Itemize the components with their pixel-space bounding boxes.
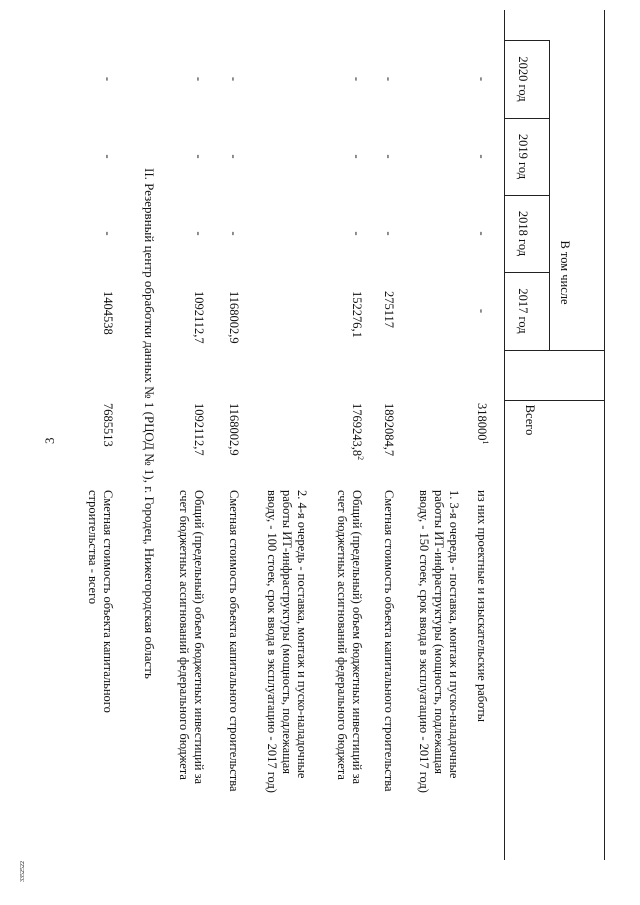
row-9-total: 7685513 (101, 403, 115, 447)
row-6-label: Сметная стоимость объекта капитального строительства (227, 490, 241, 792)
row-7-label-line-1: Общий (предельный) объем бюджетных инвестиций за (192, 490, 206, 785)
page-number: 3 (42, 437, 57, 444)
row-6-2018: - (227, 231, 241, 236)
row-7-2019: - (192, 154, 206, 159)
header-year-2020: 2020 год (516, 56, 530, 102)
row-1-label: из них проектные и изыскательские работы (475, 490, 489, 723)
row-3-total: 1892084,7 (382, 403, 396, 457)
row-4-total: 1769243,8$^2$ (350, 403, 366, 461)
row-4-2018: - (350, 231, 364, 236)
row-2-label-line-3: вводу, - 150 стоек, срок ввода в эксплуатацию - 2017 год) (417, 490, 431, 793)
header-bottom-border (504, 10, 505, 860)
row-4-2019: - (350, 154, 364, 159)
row-1-2019: - (475, 154, 489, 159)
row-4-2017: 152276,1 (350, 291, 364, 338)
row-1-total: 318000$^1$ (475, 403, 491, 445)
row-1-2017: - (475, 308, 489, 314)
row-7-2018: - (192, 231, 206, 236)
row-5-label-line-1: 2. 4-я очередь - поставка, монтаж и пуско-наладочные (295, 490, 309, 779)
col-divider-total (505, 400, 605, 401)
header-year-2017: 2017 год (516, 288, 530, 334)
header-year-2019: 2019 год (516, 133, 530, 180)
rotated-table (55, 10, 605, 860)
row-4-label-line-1: Общий (предельный) объем бюджетных инвестиций за (350, 490, 364, 785)
row-5-label-line-3: вводу, - 100 стоек, срок ввода в эксплуатацию - 2017 год) (265, 490, 279, 793)
row-7-2017: 1092112,7 (192, 291, 206, 344)
row-5-label-line-2: работы ИТ-инфраструктуры (мощность, подлежащая (280, 490, 294, 775)
document-id: 3352522 (20, 861, 26, 882)
header-group-label: В том числе (558, 240, 572, 305)
row-4-2020: - (350, 76, 364, 82)
row-2-label-line-2: работы ИТ-инфраструктуры (мощность, подлежащая (432, 490, 446, 775)
row-7-total: 1092112,7 (192, 403, 206, 456)
col-divider-2017 (505, 350, 605, 351)
row-1-2020: - (475, 76, 489, 82)
row-6-total: 1168002,9 (227, 403, 241, 456)
row-3-2018: - (382, 231, 396, 236)
row-1-2018: - (475, 231, 489, 236)
header-total: Всего (523, 404, 537, 436)
row-9-2017: 1404538 (101, 291, 115, 335)
row-2-label-line-1: 1. 3-я очередь - поставка, монтаж и пуско-наладочные (447, 490, 461, 779)
row-3-2017: 275117 (382, 291, 396, 329)
row-9-2020: - (101, 76, 115, 82)
row-4-label-line-2: счет бюджетных ассигнований федерального бюджета (335, 490, 349, 780)
row-7-label-line-2: счет бюджетных ассигнований федерального бюджета (177, 490, 191, 780)
row-6-2020: - (227, 76, 241, 82)
row-9-label-line-1: Сметная стоимость объекта капитального (101, 490, 115, 713)
row-6-2019: - (227, 154, 241, 159)
row-9-2018: - (101, 231, 115, 236)
row-9-2019: - (101, 154, 115, 159)
section-heading: II. Резервный центр обработки данных № 1 (РЦОД № 1), г. Городец, Нижегородская область (142, 168, 157, 679)
row-3-2019: - (382, 154, 396, 159)
row-9-label-line-2: строительства - всего (86, 490, 100, 605)
row-3-2020: - (382, 76, 396, 82)
row-6-2017: 1168002,9 (227, 291, 241, 344)
header-year-2018: 2018 год (516, 210, 530, 257)
row-3-label: Сметная стоимость объекта капитального строительства (382, 490, 396, 792)
row-7-2020: - (192, 76, 206, 82)
table-top-border (604, 10, 605, 860)
